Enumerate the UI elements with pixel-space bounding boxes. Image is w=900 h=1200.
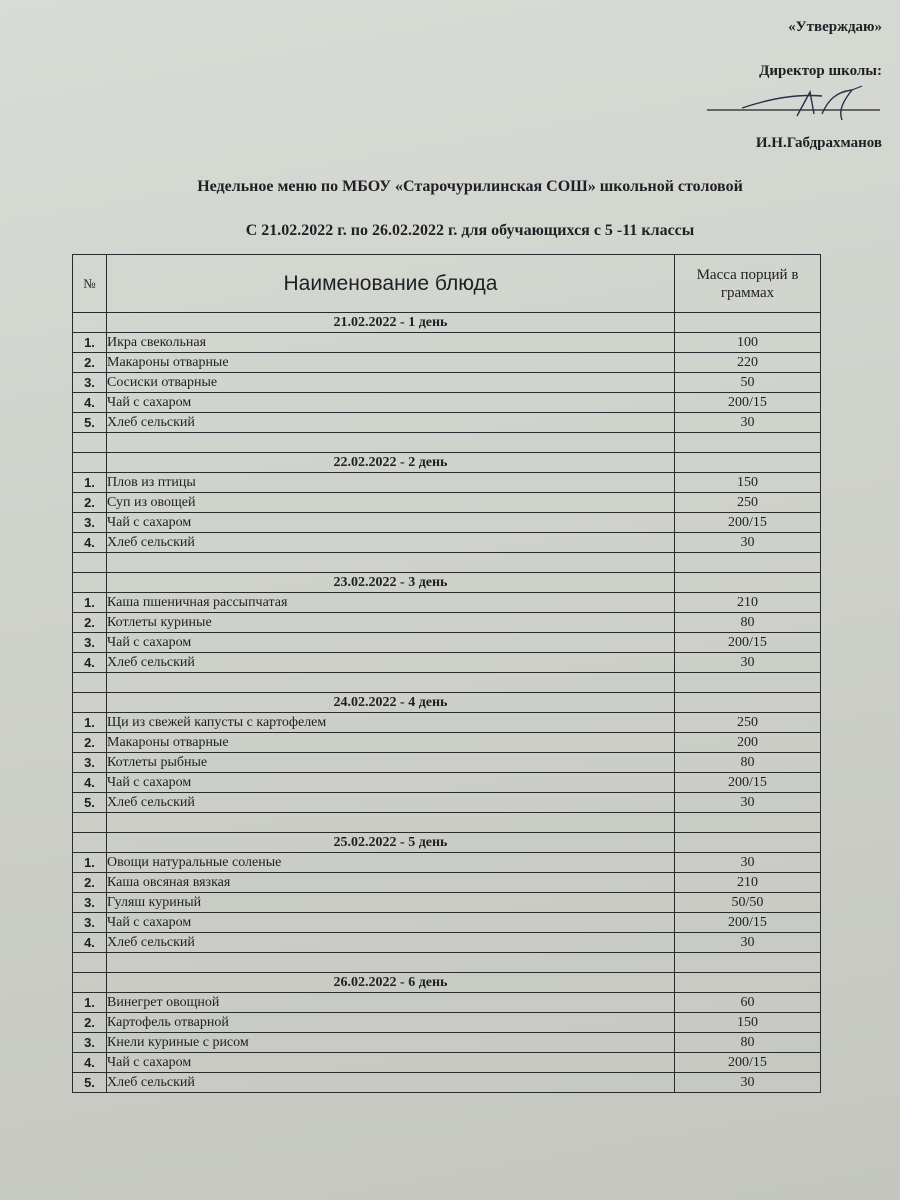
dish-name: Щи из свежей капусты с картофелем xyxy=(107,713,675,733)
empty-cell xyxy=(73,813,107,833)
dish-name: Овощи натуральные соленые xyxy=(107,853,675,873)
empty-cell xyxy=(107,813,675,833)
table-row xyxy=(73,773,821,793)
item-number: 3. xyxy=(73,513,107,533)
dish-name: Хлеб сельский xyxy=(107,653,675,673)
empty-cell xyxy=(675,433,821,453)
empty-cell xyxy=(73,973,107,993)
table-row xyxy=(73,533,821,553)
table-row xyxy=(73,593,821,613)
day-label: 21.02.2022 - 1 день xyxy=(107,313,675,333)
director-name: И.Н.Габдрахманов xyxy=(755,135,882,151)
portion-mass: 80 xyxy=(675,1033,821,1053)
empty-cell xyxy=(107,673,675,693)
table-row xyxy=(73,633,821,653)
dish-name: Плов из птицы xyxy=(107,473,675,493)
item-number: 3. xyxy=(73,633,107,653)
portion-mass: 30 xyxy=(675,413,821,433)
empty-cell xyxy=(675,693,821,713)
dish-name: Чай с сахаром xyxy=(107,773,675,793)
portion-mass: 50/50 xyxy=(675,893,821,913)
dish-name: Хлеб сельский xyxy=(107,1073,675,1093)
item-number: 1. xyxy=(73,713,107,733)
item-number: 4. xyxy=(73,533,107,553)
portion-mass: 200/15 xyxy=(675,513,821,533)
item-number: 4. xyxy=(73,653,107,673)
portion-mass: 150 xyxy=(675,1013,821,1033)
table-row xyxy=(73,413,821,433)
item-number: 3. xyxy=(73,913,107,933)
dish-name: Чай с сахаром xyxy=(107,633,675,653)
menu-body xyxy=(73,313,821,1093)
day-label: 25.02.2022 - 5 день xyxy=(107,833,675,853)
empty-cell xyxy=(107,953,675,973)
dish-name: Кнели куриные с рисом xyxy=(107,1033,675,1053)
item-number: 2. xyxy=(73,493,107,513)
day-label: 22.02.2022 - 2 день xyxy=(107,453,675,473)
empty-cell xyxy=(675,953,821,973)
dish-name: Каша овсяная вязкая xyxy=(107,873,675,893)
day-row xyxy=(73,693,821,713)
item-number: 5. xyxy=(73,1073,107,1093)
approval-block xyxy=(622,18,882,152)
portion-mass: 60 xyxy=(675,993,821,1013)
item-number: 3. xyxy=(73,753,107,773)
table-row xyxy=(73,853,821,873)
spacer-row xyxy=(73,953,821,973)
portion-mass: 250 xyxy=(675,713,821,733)
portion-mass: 150 xyxy=(675,473,821,493)
approve-label: «Утверждаю» xyxy=(788,19,882,35)
table-row xyxy=(73,613,821,633)
day-label: 23.02.2022 - 3 день xyxy=(107,573,675,593)
menu-table xyxy=(72,254,821,1093)
portion-mass: 200/15 xyxy=(675,633,821,653)
portion-mass: 30 xyxy=(675,793,821,813)
dish-name: Макароны отварные xyxy=(107,733,675,753)
table-row xyxy=(73,393,821,413)
header-mass: Масса порций в граммах xyxy=(675,255,821,313)
item-number: 2. xyxy=(73,613,107,633)
item-number: 3. xyxy=(73,1033,107,1053)
item-number: 4. xyxy=(73,933,107,953)
portion-mass: 200/15 xyxy=(675,913,821,933)
dish-name: Гуляш куриный xyxy=(107,893,675,913)
item-number: 5. xyxy=(73,413,107,433)
portion-mass: 200 xyxy=(675,733,821,753)
table-row xyxy=(73,933,821,953)
empty-cell xyxy=(73,553,107,573)
table-row xyxy=(73,373,821,393)
dish-name: Винегрет овощной xyxy=(107,993,675,1013)
header-num: № xyxy=(73,255,107,313)
portion-mass: 250 xyxy=(675,493,821,513)
empty-cell xyxy=(107,433,675,453)
dish-name: Хлеб сельский xyxy=(107,933,675,953)
empty-cell xyxy=(73,573,107,593)
table-row xyxy=(73,893,821,913)
empty-cell xyxy=(73,313,107,333)
menu-subtitle: С 21.02.2022 г. по 26.02.2022 г. для обучающихся с 5 -11 классы xyxy=(245,222,695,239)
item-number: 2. xyxy=(73,353,107,373)
table-row xyxy=(73,353,821,373)
day-row xyxy=(73,573,821,593)
spacer-row xyxy=(73,433,821,453)
table-row xyxy=(73,713,821,733)
portion-mass: 200/15 xyxy=(675,393,821,413)
table-row xyxy=(73,733,821,753)
empty-cell xyxy=(675,553,821,573)
spacer-row xyxy=(73,553,821,573)
empty-cell xyxy=(73,953,107,973)
empty-cell xyxy=(73,833,107,853)
empty-cell xyxy=(675,813,821,833)
table-row xyxy=(73,473,821,493)
portion-mass: 50 xyxy=(675,373,821,393)
empty-cell xyxy=(73,673,107,693)
item-number: 3. xyxy=(73,893,107,913)
table-row xyxy=(73,1053,821,1073)
item-number: 4. xyxy=(73,1053,107,1073)
table-row xyxy=(73,1073,821,1093)
empty-cell xyxy=(73,453,107,473)
table-row xyxy=(73,333,821,353)
empty-cell xyxy=(73,433,107,453)
dish-name: Хлеб сельский xyxy=(107,533,675,553)
empty-cell xyxy=(107,553,675,573)
portion-mass: 30 xyxy=(675,1073,821,1093)
portion-mass: 210 xyxy=(675,873,821,893)
item-number: 2. xyxy=(73,733,107,753)
dish-name: Каша пшеничная рассыпчатая xyxy=(107,593,675,613)
signature-mark xyxy=(702,80,882,132)
empty-cell xyxy=(675,973,821,993)
item-number: 2. xyxy=(73,873,107,893)
spacer-row xyxy=(73,813,821,833)
director-position: Директор школы: xyxy=(759,63,882,79)
dish-name: Котлеты рыбные xyxy=(107,753,675,773)
table-row xyxy=(73,993,821,1013)
dish-name: Чай с сахаром xyxy=(107,1053,675,1073)
dish-name: Хлеб сельский xyxy=(107,793,675,813)
portion-mass: 80 xyxy=(675,613,821,633)
portion-mass: 30 xyxy=(675,853,821,873)
dish-name: Сосиски отварные xyxy=(107,373,675,393)
dish-name: Икра свекольная xyxy=(107,333,675,353)
table-row xyxy=(73,873,821,893)
spacer-row xyxy=(73,673,821,693)
empty-cell xyxy=(675,673,821,693)
header-name: Наименование блюда xyxy=(107,255,675,313)
portion-mass: 220 xyxy=(675,353,821,373)
portion-mass: 100 xyxy=(675,333,821,353)
item-number: 3. xyxy=(73,373,107,393)
dish-name: Картофель отварной xyxy=(107,1013,675,1033)
portion-mass: 30 xyxy=(675,653,821,673)
dish-name: Хлеб сельский xyxy=(107,413,675,433)
table-row xyxy=(73,493,821,513)
day-row xyxy=(73,973,821,993)
dish-name: Суп из овощей xyxy=(107,493,675,513)
item-number: 5. xyxy=(73,793,107,813)
dish-name: Чай с сахаром xyxy=(107,913,675,933)
table-row xyxy=(73,793,821,813)
item-number: 1. xyxy=(73,853,107,873)
empty-cell xyxy=(675,573,821,593)
day-label: 24.02.2022 - 4 день xyxy=(107,693,675,713)
dish-name: Макароны отварные xyxy=(107,353,675,373)
day-label: 26.02.2022 - 6 день xyxy=(107,973,675,993)
portion-mass: 30 xyxy=(675,533,821,553)
portion-mass: 200/15 xyxy=(675,1053,821,1073)
table-row xyxy=(73,913,821,933)
table-row xyxy=(73,653,821,673)
portion-mass: 210 xyxy=(675,593,821,613)
item-number: 1. xyxy=(73,593,107,613)
item-number: 1. xyxy=(73,333,107,353)
table-row xyxy=(73,1013,821,1033)
portion-mass: 200/15 xyxy=(675,773,821,793)
empty-cell xyxy=(675,833,821,853)
item-number: 1. xyxy=(73,473,107,493)
menu-title: Недельное меню по МБОУ «Старочурилинская СОШ» школьной столовой xyxy=(197,178,743,195)
day-row xyxy=(73,313,821,333)
empty-cell xyxy=(73,693,107,713)
empty-cell xyxy=(675,453,821,473)
empty-cell xyxy=(675,313,821,333)
table-row xyxy=(73,753,821,773)
signature-area xyxy=(622,80,882,132)
dish-name: Чай с сахаром xyxy=(107,393,675,413)
portion-mass: 80 xyxy=(675,753,821,773)
day-row xyxy=(73,833,821,853)
dish-name: Котлеты куриные xyxy=(107,613,675,633)
day-row xyxy=(73,453,821,473)
table-header-row xyxy=(73,255,821,313)
table-row xyxy=(73,1033,821,1053)
portion-mass: 30 xyxy=(675,933,821,953)
item-number: 4. xyxy=(73,393,107,413)
table-row xyxy=(73,513,821,533)
item-number: 2. xyxy=(73,1013,107,1033)
item-number: 4. xyxy=(73,773,107,793)
item-number: 1. xyxy=(73,993,107,1013)
dish-name: Чай с сахаром xyxy=(107,513,675,533)
